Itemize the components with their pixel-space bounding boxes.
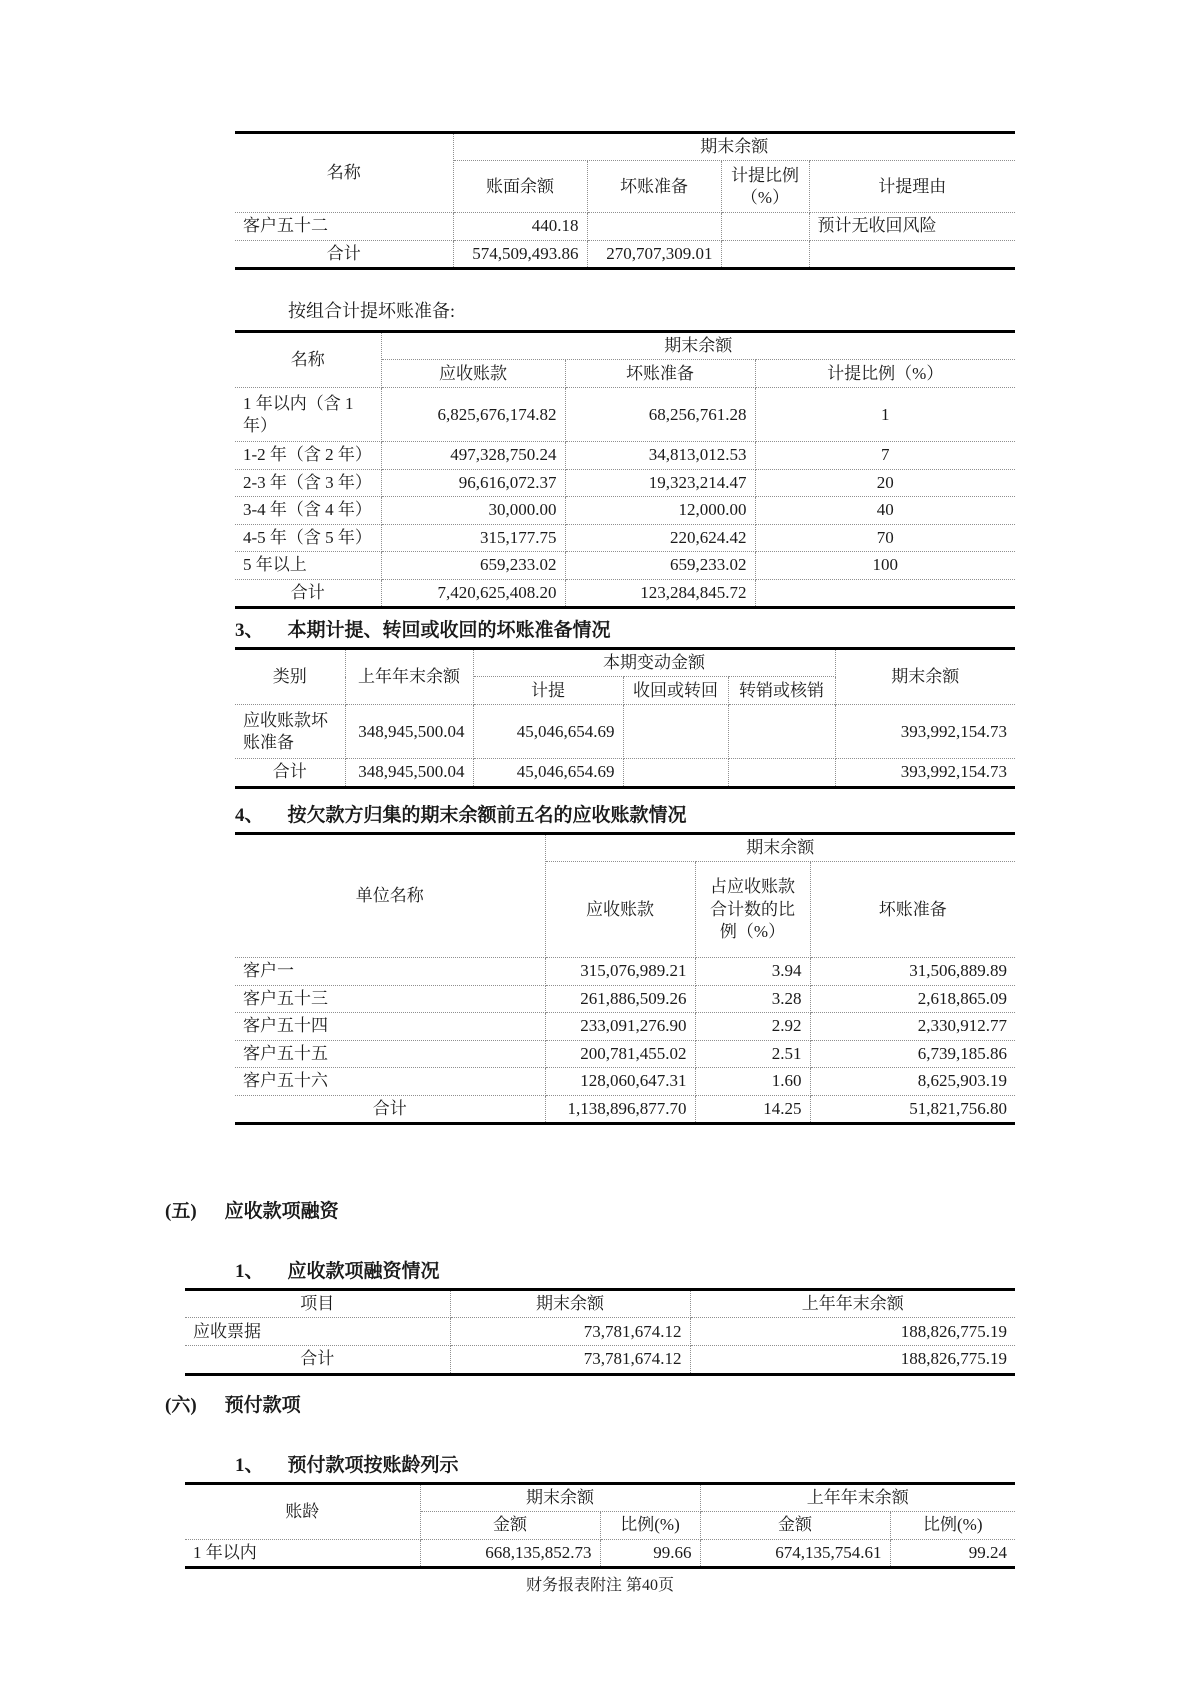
cell-end-balance: 73,781,674.12 [450, 1318, 690, 1346]
provision-movement-table [235, 647, 1015, 789]
cell-bad-debt: 12,000.00 [565, 497, 755, 524]
cell-item: 应收票据 [185, 1318, 450, 1346]
col-header-prev-balance: 上年年末余额 [345, 649, 473, 705]
section6-sub-heading [235, 1450, 459, 1477]
cell-ar: 30,000.00 [381, 497, 565, 524]
cell-bad-debt [587, 213, 721, 240]
cell-ar: 7,420,625,408.20 [381, 579, 565, 607]
cell-ratio: 14.25 [695, 1095, 810, 1123]
table-total-row [185, 1346, 1015, 1374]
section4-title: 按欠款方归集的期末余额前五名的应收账款情况 [287, 805, 687, 826]
col-header-book-balance: 账面余额 [453, 161, 587, 213]
table-row [235, 552, 1015, 579]
cell-ratio: 40 [755, 497, 1015, 524]
col-header-bad-debt: 坏账准备 [810, 862, 1015, 958]
table-row [235, 213, 1015, 240]
col-header-prev-balance: 上年年末余额 [700, 1484, 1015, 1512]
section6-title: 预付款项 [224, 1395, 301, 1416]
table-row [235, 469, 1015, 496]
cell-bad-debt: 2,618,865.09 [810, 985, 1015, 1012]
cell-ratio: 3.94 [695, 958, 810, 985]
table-header-row [235, 133, 1015, 161]
heading-gap [197, 1390, 225, 1417]
col-header-ar: 应收账款 [545, 862, 695, 958]
col-header-ratio: 比例(%) [600, 1512, 700, 1539]
cell-ratio: 70 [755, 524, 1015, 551]
cell-book-balance: 574,509,493.86 [453, 240, 587, 268]
table-row [235, 388, 1015, 442]
section5-heading [165, 1196, 339, 1223]
cell-ratio: 100 [755, 552, 1015, 579]
prepayments-aging-table [185, 1482, 1015, 1569]
cell-book-balance: 440.18 [453, 213, 587, 240]
section3-heading [235, 615, 611, 642]
table-row [235, 958, 1015, 985]
table-total-row [235, 1095, 1015, 1123]
cell-bad-debt: 2,330,912.77 [810, 1013, 1015, 1040]
col-header-unit-name: 单位名称 [235, 834, 545, 958]
cell-bad-debt: 6,739,185.86 [810, 1040, 1015, 1067]
table-row [235, 442, 1015, 469]
cell-bad-debt: 51,821,756.80 [810, 1095, 1015, 1123]
cell-ratio [755, 579, 1015, 607]
col-header-ar: 应收账款 [381, 360, 565, 388]
col-header-name: 名称 [235, 133, 453, 213]
cell-bad-debt: 34,813,012.53 [565, 442, 755, 469]
section6-number: (六) [165, 1395, 197, 1416]
group-provision-table [235, 330, 1015, 609]
cell-unit-name: 客户一 [235, 958, 545, 985]
section5-title: 应收款项融资 [224, 1201, 339, 1222]
cell-aging: 4-5 年（含 5 年） [235, 524, 381, 551]
cell-accrual: 45,046,654.69 [473, 759, 623, 787]
section5-sub-heading [235, 1256, 440, 1283]
col-header-category: 类别 [235, 649, 345, 705]
cell-recover [623, 759, 728, 787]
cell-ar: 6,825,676,174.82 [381, 388, 565, 442]
col-header-reason: 计提理由 [809, 161, 1015, 213]
cell-ar: 261,886,509.26 [545, 985, 695, 1012]
cell-recover [623, 705, 728, 759]
table-row [235, 1013, 1015, 1040]
cell-ratio: 3.28 [695, 985, 810, 1012]
cell-reason [809, 240, 1015, 268]
col-header-accrual: 计提 [473, 677, 623, 705]
cell-unit-name: 客户五十五 [235, 1040, 545, 1067]
col-header-name: 名称 [235, 332, 381, 388]
section5-number: (五) [165, 1201, 197, 1222]
cell-ar: 200,781,455.02 [545, 1040, 695, 1067]
col-header-item: 项目 [185, 1290, 450, 1318]
cell-ratio: 1.60 [695, 1068, 810, 1095]
cell-bad-debt: 31,506,889.89 [810, 958, 1015, 985]
cell-ar: 233,091,276.90 [545, 1013, 695, 1040]
top-five-customers-table [235, 832, 1015, 1125]
table-row [235, 1068, 1015, 1095]
cell-aging: 1 年以内 [185, 1539, 420, 1567]
cell-aging: 1 年以内（含 1 年） [235, 388, 381, 442]
cell-ratio: 20 [755, 469, 1015, 496]
table-header-row [235, 649, 1015, 677]
table-row [235, 497, 1015, 524]
cell-bad-debt: 8,625,903.19 [810, 1068, 1015, 1095]
cell-aging: 合计 [235, 579, 381, 607]
cell-ratio: 1 [755, 388, 1015, 442]
col-header-bad-debt: 坏账准备 [587, 161, 721, 213]
cell-ratio: 2.51 [695, 1040, 810, 1067]
col-header-ratio: 计提比例（%） [755, 360, 1015, 388]
single-provision-table [235, 131, 1015, 270]
table-row [235, 985, 1015, 1012]
section6-heading [165, 1390, 301, 1417]
cell-unit-name: 客户五十三 [235, 985, 545, 1012]
section5-sub-number: 1、 [235, 1261, 264, 1282]
cell-category: 应收账款坏账准备 [235, 705, 345, 759]
cell-end-amount: 668,135,852.73 [420, 1539, 600, 1567]
cell-ar: 128,060,647.31 [545, 1068, 695, 1095]
cell-ar: 1,138,896,877.70 [545, 1095, 695, 1123]
cell-end-ratio: 99.66 [600, 1539, 700, 1567]
col-header-period-end: 期末余额 [453, 133, 1015, 161]
cell-aging: 3-4 年（含 4 年） [235, 497, 381, 524]
cell-prev-balance: 348,945,500.04 [345, 705, 473, 759]
col-header-ratio: 比例(%) [890, 1512, 1015, 1539]
cell-accrual: 45,046,654.69 [473, 705, 623, 759]
cell-bad-debt: 68,256,761.28 [565, 388, 755, 442]
section5-sub-title: 应收款项融资情况 [287, 1261, 440, 1282]
col-header-amount: 金额 [420, 1512, 600, 1539]
cell-prev-balance: 188,826,775.19 [690, 1346, 1015, 1374]
table-row [235, 1040, 1015, 1067]
section6-sub-number: 1、 [235, 1455, 264, 1476]
cell-aging: 5 年以上 [235, 552, 381, 579]
receivables-financing-table [185, 1288, 1015, 1376]
cell-bad-debt: 19,323,214.47 [565, 469, 755, 496]
table-total-row [235, 759, 1015, 787]
page-footer: 财务报表附注 第40页 [525, 1577, 674, 1594]
col-header-end-balance: 期末余额 [450, 1290, 690, 1318]
cell-ar: 96,616,072.37 [381, 469, 565, 496]
col-header-period-change: 本期变动金额 [473, 649, 835, 677]
table-row [185, 1539, 1015, 1567]
col-header-bad-debt: 坏账准备 [565, 360, 755, 388]
cell-unit-name: 客户五十六 [235, 1068, 545, 1095]
cell-aging: 2-3 年（含 3 年） [235, 469, 381, 496]
cell-writeoff [728, 759, 835, 787]
heading-gap [264, 1450, 288, 1477]
col-header-prev-balance: 上年年末余额 [690, 1290, 1015, 1318]
cell-ar: 315,076,989.21 [545, 958, 695, 985]
heading-gap [264, 1256, 288, 1283]
section3-number: 3、 [235, 620, 264, 641]
cell-end-balance: 393,992,154.73 [835, 759, 1015, 787]
table-row [185, 1318, 1015, 1346]
cell-end-balance: 393,992,154.73 [835, 705, 1015, 759]
section4-number: 4、 [235, 805, 264, 826]
col-header-period-end: 期末余额 [545, 834, 1015, 862]
col-header-end-balance: 期末余额 [835, 649, 1015, 705]
cell-reason: 预计无收回风险 [809, 213, 1015, 240]
cell-name: 合计 [235, 240, 453, 268]
cell-prev-balance: 188,826,775.19 [690, 1318, 1015, 1346]
cell-prev-ratio: 99.24 [890, 1539, 1015, 1567]
col-header-period-end: 期末余额 [381, 332, 1015, 360]
table-total-row [235, 240, 1015, 268]
heading-gap [264, 615, 288, 642]
cell-ar: 497,328,750.24 [381, 442, 565, 469]
cell-aging: 1-2 年（含 2 年） [235, 442, 381, 469]
cell-ratio [721, 240, 809, 268]
table-total-row [235, 579, 1015, 607]
cell-ar: 315,177.75 [381, 524, 565, 551]
col-header-writeoff: 转销或核销 [728, 677, 835, 705]
group-provision-caption: 按组合计提坏账准备: [288, 301, 456, 321]
cell-prev-amount: 674,135,754.61 [700, 1539, 890, 1567]
cell-unit-name: 合计 [235, 1095, 545, 1123]
heading-gap [197, 1196, 225, 1223]
cell-bad-debt: 220,624.42 [565, 524, 755, 551]
col-header-ratio: 占应收账款合计数的比例（%） [695, 862, 810, 958]
col-header-ratio: 计提比例（%） [721, 161, 809, 213]
col-header-amount: 金额 [700, 1512, 890, 1539]
cell-unit-name: 客户五十四 [235, 1013, 545, 1040]
cell-end-balance: 73,781,674.12 [450, 1346, 690, 1374]
cell-item: 合计 [185, 1346, 450, 1374]
section3-title: 本期计提、转回或收回的坏账准备情况 [287, 620, 611, 641]
col-header-recover: 收回或转回 [623, 677, 728, 705]
section4-heading [235, 800, 687, 827]
col-header-aging: 账龄 [185, 1484, 420, 1540]
heading-gap [264, 800, 288, 827]
cell-writeoff [728, 705, 835, 759]
section6-sub-title: 预付款项按账龄列示 [287, 1455, 459, 1476]
table-row [235, 524, 1015, 551]
cell-category: 合计 [235, 759, 345, 787]
cell-bad-debt: 659,233.02 [565, 552, 755, 579]
cell-ratio: 2.92 [695, 1013, 810, 1040]
table-header-row [185, 1484, 1015, 1512]
table-header-row [235, 834, 1015, 862]
cell-bad-debt: 270,707,309.01 [587, 240, 721, 268]
cell-ar: 659,233.02 [381, 552, 565, 579]
cell-ratio [721, 213, 809, 240]
cell-ratio: 7 [755, 442, 1015, 469]
col-header-end-balance: 期末余额 [420, 1484, 700, 1512]
cell-prev-balance: 348,945,500.04 [345, 759, 473, 787]
cell-bad-debt: 123,284,845.72 [565, 579, 755, 607]
table-header-row [235, 332, 1015, 360]
table-header-row [185, 1290, 1015, 1318]
table-row [235, 705, 1015, 759]
cell-name: 客户五十二 [235, 213, 453, 240]
